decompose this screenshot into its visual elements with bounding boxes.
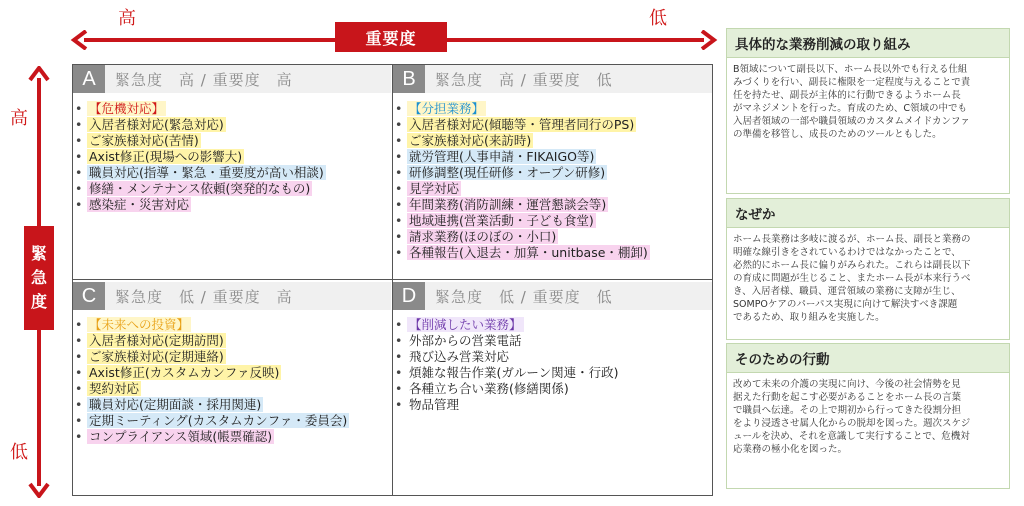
quadrant-c-header (73, 282, 391, 310)
quadrant-c (73, 282, 391, 445)
list-item: • 就労管理(人事申請・FIKAIGO等) (393, 149, 712, 165)
quadrant-d-letter: D (393, 282, 425, 310)
panel-line: みづくりを行い、副長に権限を一定程度与えることで責 (733, 77, 971, 88)
list-item: • 修繕・メンテナンス依頼(突発的なもの) (73, 181, 391, 197)
panel-line: をより浸透させ属人化からの脱却を図った。週次スケジ (733, 418, 971, 429)
list-item: • コンプライアンス領域(帳票確認) (73, 429, 391, 445)
panel-line: 改めて未来の介護の実現に向け、今後の社会情勢を見 (733, 379, 961, 390)
list-item: • 【危機対応】 (73, 101, 391, 117)
panel-line: 明確な線引きをされているわけではなかったことで、 (733, 247, 961, 258)
list-item: • 入居者様対応(緊急対応) (73, 117, 391, 133)
panel-line: 据えた行動を起こす必要があることをホーム長の言葉 (733, 392, 962, 403)
panel-actions-body (727, 373, 1009, 461)
panel-line: であるため、取り組みを実施した。 (733, 312, 885, 323)
quadrant-b-title: 緊急度 高 / 重要度 低 (435, 70, 613, 89)
list-item: • 感染症・災害対応 (73, 197, 391, 213)
list-item: • 飛び込み営業対応 (393, 349, 712, 365)
panel-actions-heading: そのための行動 (727, 344, 1009, 373)
list-item: • Axist修正(現場への影響大) (73, 149, 391, 165)
panel-initiatives-body (727, 58, 1009, 146)
quadrant-b (393, 65, 712, 261)
list-item: • ご家族様対応(定期連絡) (73, 349, 391, 365)
list-item: • 研修調整(現任研修・オープン研修) (393, 165, 712, 181)
panel-why (726, 198, 1010, 340)
panel-line: B領域について副長以下、ホーム長以外でも行える仕組 (733, 64, 968, 75)
grid-horizontal-divider (72, 279, 713, 280)
quadrant-d-title: 緊急度 低 / 重要度 低 (435, 287, 613, 306)
panel-initiatives-heading: 具体的な業務削減の取り組み (727, 29, 1009, 58)
list-item: • 各種立ち合い業務(修繕関係) (393, 381, 712, 397)
list-item: • 【削減したい業務】 (393, 317, 712, 333)
list-item: • 外部からの営業電話 (393, 333, 712, 349)
panel-line: の育成に問題が生じること、またホーム長が本来行うべ (733, 273, 971, 284)
panel-line: 任を持たせ、副長が主体的に行動できるようホーム長 (733, 90, 961, 101)
panel-why-heading: なぜか (727, 199, 1009, 228)
importance-high-label: 高 (118, 8, 136, 29)
panel-line: 必然的にホーム長に偏りがみられた。これらは副長以下 (733, 260, 971, 271)
list-item: • 定期ミーティング(カスタムカンファ・委員会) (73, 413, 391, 429)
list-item: • 煩雑な報告作業(ガルーン関連・行政) (393, 365, 712, 381)
quadrant-a-title: 緊急度 高 / 重要度 高 (115, 70, 293, 89)
quadrant-a-list (73, 101, 391, 213)
quadrant-c-letter: C (73, 282, 105, 310)
panel-line: ュールを決め、それを意識して実行することで、危機対 (733, 431, 970, 442)
panel-actions (726, 343, 1010, 489)
urgency-char-1: 緊 (30, 244, 47, 263)
list-item: • ご家族様対応(来訪時) (393, 133, 712, 149)
list-item: • 見学対応 (393, 181, 712, 197)
importance-low-label: 低 (649, 8, 667, 29)
panel-line: で職員へ伝達。その上で期初から行ってきた役割分担 (733, 405, 962, 416)
list-item: • 地域連携(営業活動・子ども食堂) (393, 213, 712, 229)
urgency-char-2: 急 (30, 268, 47, 287)
quadrant-a-letter: A (73, 65, 105, 93)
panel-line: き、入居者様、職員、運営領域の業務に支障が生じ、 (733, 286, 961, 297)
urgency-axis-title (24, 226, 54, 330)
quadrant-b-list (393, 101, 712, 261)
quadrant-d-list (393, 317, 712, 413)
list-item: • 各種報告(入退去・加算・unitbase・棚卸) (393, 245, 712, 261)
urgency-high-label: 高 (10, 108, 28, 129)
list-item: • 年間業務(消防訓練・運営懇談会等) (393, 197, 712, 213)
list-item: • 請求業務(ほのぼの・小口) (393, 229, 712, 245)
list-item: • 【分担業務】 (393, 101, 712, 117)
quadrant-b-header (393, 65, 712, 93)
panel-initiatives (726, 28, 1010, 194)
list-item: • 【未来への投資】 (73, 317, 391, 333)
panel-line: 応業務の極小化を図った。 (733, 444, 848, 455)
quadrant-a-header (73, 65, 391, 93)
quadrant-a (73, 65, 391, 213)
importance-axis-title: 重要度 (335, 22, 447, 52)
list-item: • ご家族様対応(苦情) (73, 133, 391, 149)
panel-why-body (727, 228, 1009, 329)
panel-line: 入居者領域の一部や職員領域のカスタムメイドカンファ (733, 116, 970, 127)
quadrant-c-title: 緊急度 低 / 重要度 高 (115, 287, 293, 306)
list-item: • 入居者様対応(傾聴等・管理者同行のPS) (393, 117, 712, 133)
list-item: • 契約対応 (73, 381, 391, 397)
panel-line: がマネジメントを行った。育成のため、C領域の中でも (733, 103, 967, 114)
list-item: • Axist修正(カスタムカンファ反映) (73, 365, 391, 381)
panel-line: ホーム長業務は多岐に渡るが、ホーム長、副長と業務の (733, 234, 971, 245)
list-item: • 入居者様対応(定期訪問) (73, 333, 391, 349)
list-item: • 職員対応(定期面談・採用関連) (73, 397, 391, 413)
panel-line: SOMPOケアのパーパス実現に向けて解決すべき課題 (733, 299, 958, 310)
list-item: • 職員対応(指導・緊急・重要度が高い相談) (73, 165, 391, 181)
quadrant-c-list (73, 317, 391, 445)
quadrant-d-header (393, 282, 712, 310)
quadrant-d (393, 282, 712, 413)
panel-line: の準備を移管し、成長のためのツールともした。 (733, 129, 942, 140)
list-item: • 物品管理 (393, 397, 712, 413)
urgency-char-3: 度 (30, 292, 47, 311)
urgency-low-label: 低 (10, 442, 28, 463)
quadrant-b-letter: B (393, 65, 425, 93)
